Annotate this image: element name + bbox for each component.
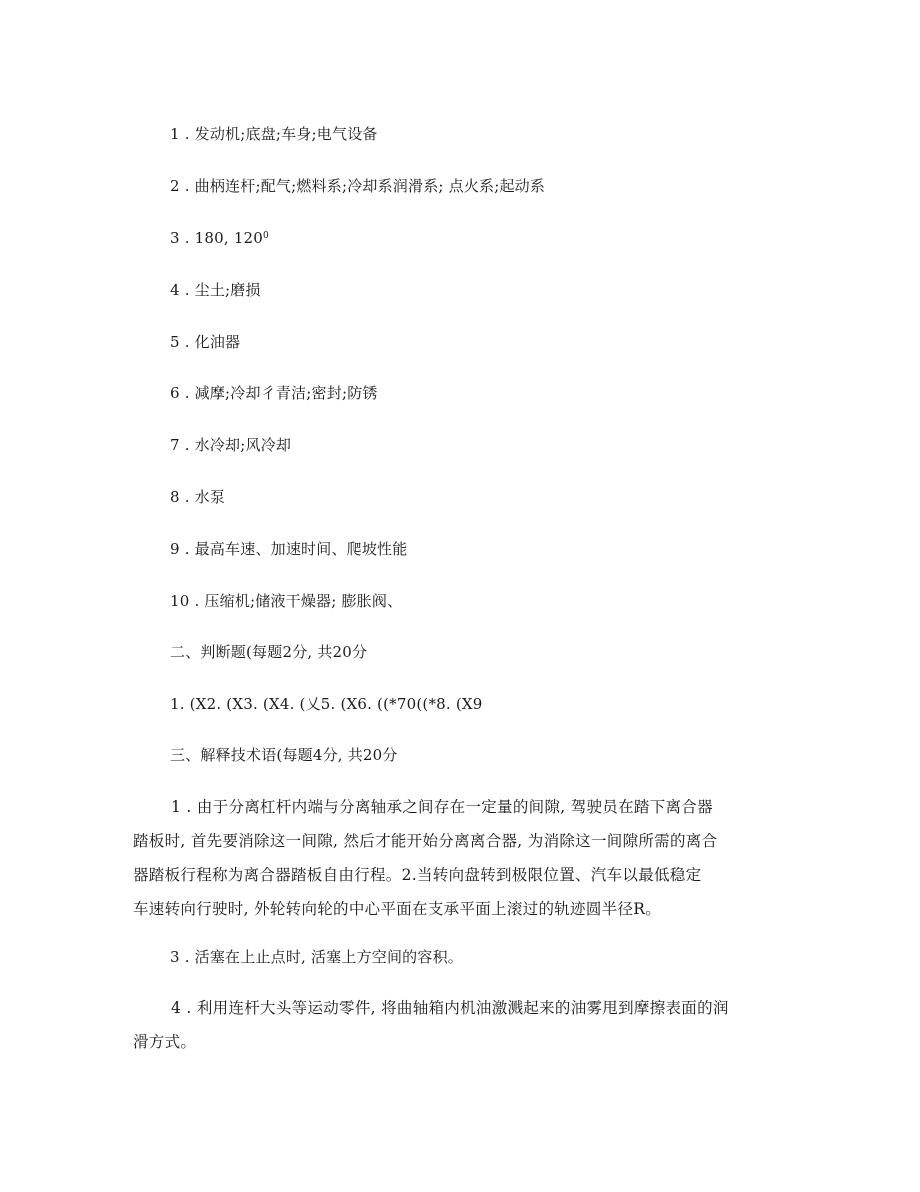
answer-line-2: 2 . 曲柄连杆;配气;燃料系;冷却系润滑系; 点火系;起动系	[170, 177, 546, 195]
definition-1-line-2: 踏板时, 首先要消除这一间隙, 然后才能开始分离离合器, 为消除这一间隙所需的离合	[133, 832, 718, 850]
definition-1-line-3: 器踏板行程称为离合器踏板自由行程。2.当转向盘转到极限位置、汽车以最低稳定	[133, 866, 702, 884]
answer-line-10: 10 . 压缩机;储液干燥器; 膨胀阀、	[170, 592, 403, 610]
answer-line-5: 5 . 化油器	[170, 333, 241, 351]
definition-paragraph-1	[133, 790, 793, 926]
section-3-heading: 三、解释技术语(每题4分, 共20分	[170, 746, 398, 764]
definition-paragraph-3: 3 . 活塞在上止点时, 活塞上方空间的容积。	[170, 948, 463, 966]
definition-1-line-4: 车速转向行驶时, 外轮转向轮的中心平面在支承平面上滚过的轨迹圆半径R。	[133, 900, 662, 918]
answer-line-4: 4 . 尘土;磨损	[170, 281, 261, 299]
answer-line-1: 1 . 发动机;底盘;车身;电气设备	[170, 125, 378, 143]
section-2-answers: 1. (X2. (X3. (X4. (乂5. (X6. ((*70((*8. (X9	[170, 695, 483, 713]
answer-line-3	[170, 228, 269, 248]
section-2-heading: 二、判断题(每题2分, 共20分	[170, 643, 368, 661]
answer-line-7: 7 . 水冷却;风冷却	[170, 436, 292, 454]
definition-1-line-1: 1 . 由于分离杠杆内端与分离轴承之间存在一定量的间隙, 驾驶员在踏下离合器	[171, 798, 713, 816]
degree-superscript: 0	[263, 231, 269, 241]
answer-line-6: 6 . 减摩;冷却彳青洁;密封;防锈	[170, 384, 378, 402]
answer-line-9: 9 . 最高车速、加速时间、爬坡性能	[170, 540, 408, 558]
answer-line-3-text: 3 . 180, 120	[170, 229, 264, 247]
definition-paragraph-4	[133, 991, 793, 1059]
answer-line-8: 8 . 水泵	[170, 488, 226, 506]
definition-4-line-1: 4 . 利用连杆大头等运动零件, 将曲轴箱内机油激溅起来的油雾甩到摩擦表面的润	[171, 999, 729, 1017]
definition-4-line-2: 滑方式。	[133, 1033, 197, 1051]
